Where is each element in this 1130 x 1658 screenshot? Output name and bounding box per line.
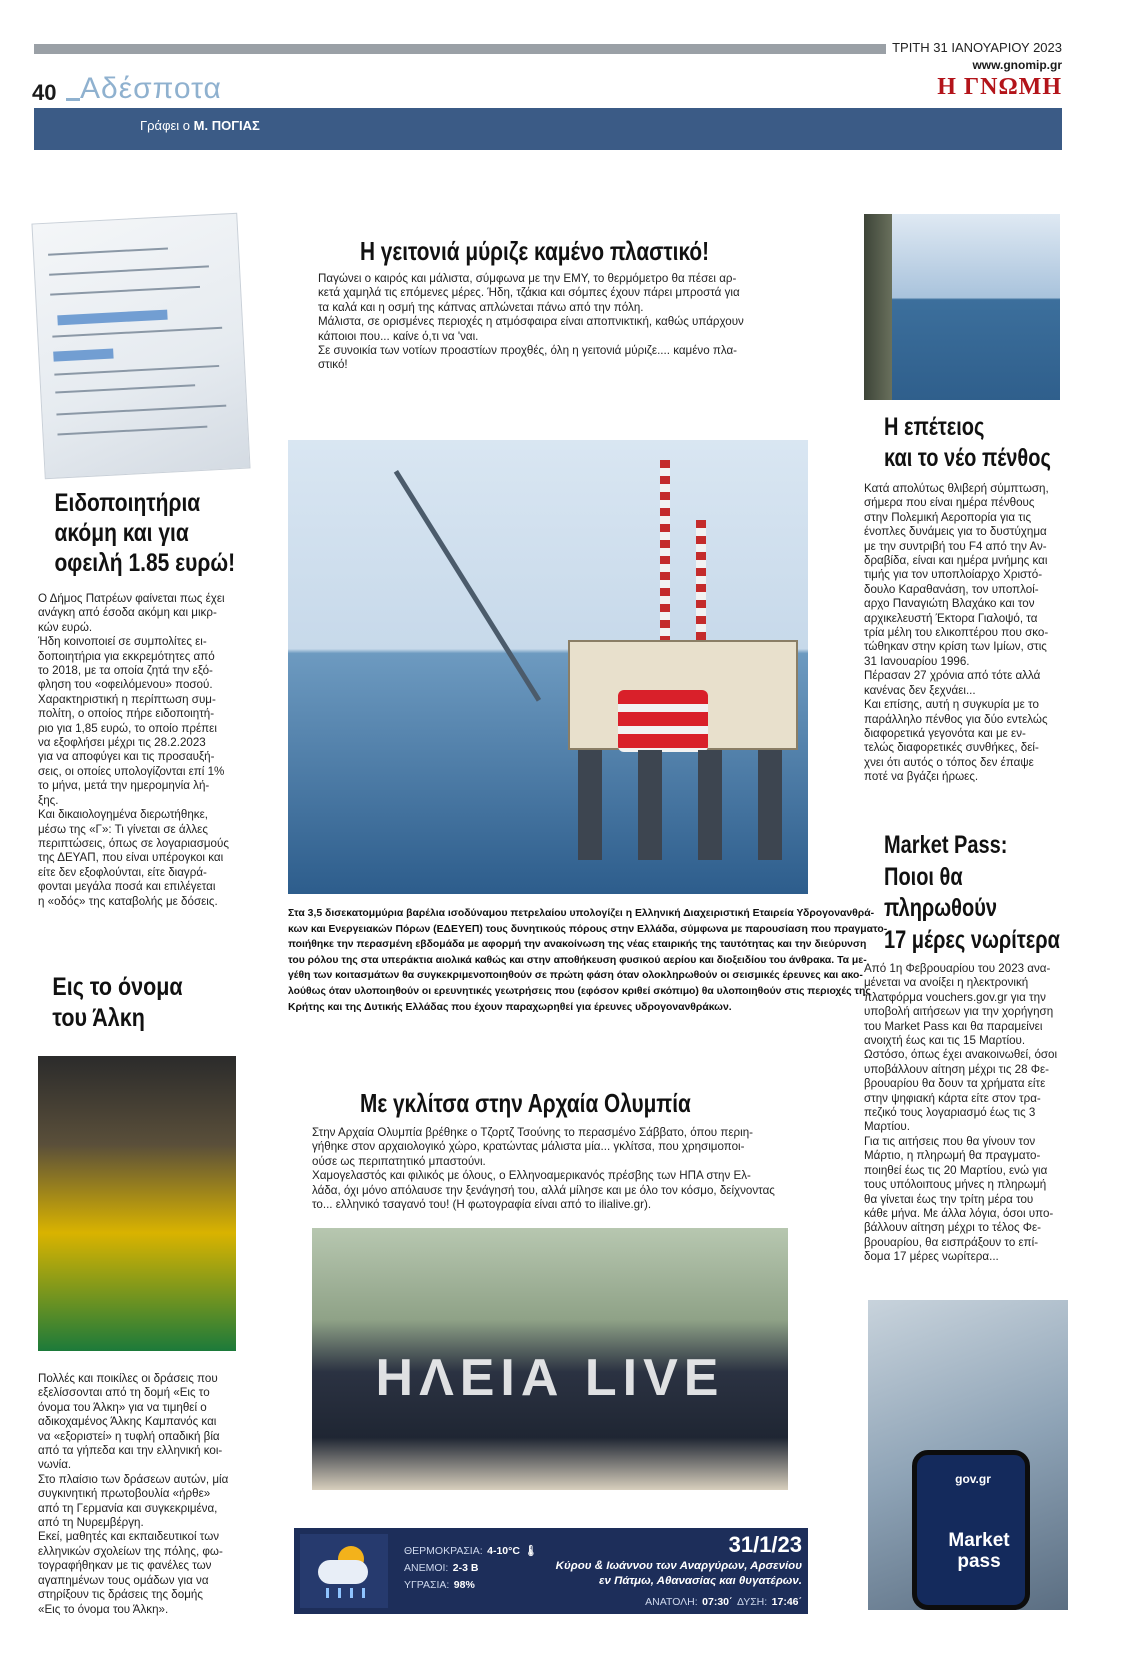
byline xyxy=(140,118,260,133)
humidity-row xyxy=(404,1575,475,1593)
olympia-body-line: γήθηκε στον αρχαιολογικό χώρο, κρατώντας μάλιστα μία... γκλίτσα, που χρησιμοποι- xyxy=(312,1140,745,1154)
anniversary-title-line: και το νέο πένθος xyxy=(884,444,1051,472)
market-pass-title-line: 17 μέρες νωρίτερα xyxy=(884,925,1060,954)
alkis-body-line: από τη Νυρεμβέργη. xyxy=(38,1516,144,1530)
notices-body-line: σεις, οι οποίες υπολογίζονται επί 1% xyxy=(38,764,225,778)
market-pass-body-line: Μάρτιο, η πληρωμή θα πραγματο- xyxy=(864,1149,1041,1163)
alkis-body-line: εξελίσσονται από τη δομή «Εις το xyxy=(38,1386,210,1400)
alkis-body-line: αδικοχαμένος Άλκης Καμπανός και xyxy=(38,1415,217,1429)
plastic-body-line: τα καλά και η οσμή της κάπνας απλώνεται πάνω από την πόλη. xyxy=(318,300,644,314)
anniversary-body-line: με την συντριβή του F4 από την Αν- xyxy=(864,539,1047,553)
section-title: Αδέσποτα xyxy=(80,72,222,105)
issue-date: ΤΡΙΤΗ 31 ΙΑΝΟΥΑΡΙΟΥ 2023 xyxy=(892,40,1062,55)
anniversary-body-line: Και επίσης, αυτή η συγκυρία με το xyxy=(864,698,1039,712)
anniversary-body-line: σήμερα που είναι ημέρα πένθους xyxy=(864,496,1035,510)
anniversary-body xyxy=(864,482,1064,785)
anniversary-body-line: 31 Ιανουαρίου 1996. xyxy=(864,654,970,668)
notices-body-line: το μήνα, μετά την ημερομηνία λή- xyxy=(38,779,210,793)
rig-caption-line: γέθη των κοιτασμάτων θα συγκεκριμενοποιηθούν σε πρώτη φάση όταν ολοκληρωθούν οι σεισμικές έρευνες και ακο- xyxy=(288,970,863,982)
alkis-body-line: Στο πλαίσιο των δράσεων αυτών, μία xyxy=(38,1472,229,1486)
market-pass-title-line: πληρωθούν xyxy=(884,894,997,922)
alkis-body xyxy=(38,1372,240,1617)
header-rule xyxy=(34,44,886,54)
market-pass-title xyxy=(864,830,1064,956)
sunrise-label: ΑΝΑΤΟΛΗ: xyxy=(645,1596,698,1608)
alkis-body-line: ελληνικών σχολείων της πόλης, φω- xyxy=(38,1544,223,1558)
plastic-body xyxy=(318,272,798,373)
notices-body-line: φληση του «οφειλόμενου» ποσού. xyxy=(38,678,213,692)
saints-line: Κύρου & Ιωάννου των Αναργύρων, Αρσενίου xyxy=(555,1560,802,1572)
alkis-body-line: τογραφήθηκαν με τις φανέλες των xyxy=(38,1559,212,1573)
notices-body-line: η «οδός» της καταβολής με δόσεις. xyxy=(38,894,218,908)
plastic-title xyxy=(318,236,738,266)
notices-body-line: πολίτη, ο οποίος πήρε ειδοποιητή- xyxy=(38,707,215,721)
market-pass-body-line: Για τις αιτήσεις που θα γίνουν τον xyxy=(864,1134,1036,1148)
market-pass-body-line: Ωστόσο, όπως έχει ανακοινωθεί, όσοι xyxy=(864,1048,1058,1062)
notices-body-line: το 2018, με τα οποία ζητά την εξό- xyxy=(38,664,213,678)
olympia-body-line: Χαμογελαστός και φιλικός με όλους, ο Ελληνοαμερικανός πρέσβης των ΗΠΑ στην Ελ- xyxy=(312,1169,751,1183)
olympia-body-line: Στην Αρχαία Ολυμπία βρέθηκε ο Τζορτζ Τσούνης το περασμένο Σάββατο, όπου περιη- xyxy=(312,1126,754,1139)
notices-body-line: μέσω της «Γ»: Τι γίνεται σε άλλες xyxy=(38,822,208,836)
sunrise-value: 07:30΄ xyxy=(702,1596,733,1608)
alkis-title-line: του Άλκη xyxy=(52,1004,145,1032)
students-jerseys-photo xyxy=(38,1056,236,1351)
ambassador-olympia-photo xyxy=(312,1228,788,1490)
notices-body-line: Ο Δήμος Πατρέων φαίνεται πως έχει xyxy=(38,592,225,605)
market-pass-body-line: μένεται να ανοίξει η ηλεκτρονική xyxy=(864,976,1029,990)
wind-row xyxy=(404,1558,478,1576)
temperature-row xyxy=(404,1541,538,1559)
anniversary-body-line: χνει ότι αυτός ο τόπος δεν έπαψε xyxy=(864,755,1034,769)
notices-title xyxy=(38,488,244,578)
anniversary-title-line: Η επέτειος xyxy=(884,413,985,441)
anniversary-body-line: δραβίδα, είναι και ημέρα μνήμης και xyxy=(864,554,1048,568)
market-pass-body-line: πεζικό τους λογαριασμό έως τις 3 xyxy=(864,1106,1036,1120)
notices-body-line: Και δικαιολογημένα διερωτήθηκε, xyxy=(38,808,208,822)
market-pass-title-line: Ποιοι θα xyxy=(884,862,963,891)
market-pass-body-line: δομα 17 μέρες νωρίτερα... xyxy=(864,1250,999,1264)
alkis-body-line: στηρίξουν τις δράσεις της δομής xyxy=(38,1588,203,1602)
alkis-body-line: συγκινητική πρωτοβουλία «ήρθε» xyxy=(38,1487,211,1501)
notices-body-line: περιπτώσεις, όπως σε λογαριασμούς xyxy=(38,836,229,850)
market-pass-body xyxy=(864,962,1064,1265)
anniversary-body-line: ένοπλες δυνάμεις για το δυστύχημα xyxy=(864,525,1047,539)
humidity-label: ΥΓΡΑΣΙΑ: xyxy=(404,1579,450,1591)
market-pass-body-line: βρουαρίου, θα εισπράξουν το επί- xyxy=(864,1235,1039,1249)
rig-caption-line: ποιήθηκε την περασμένη εβδομάδα με αφορμή την ανακοίνωση της νέας εταιρικής της ταυτότητας και την διεύρυνση xyxy=(288,939,867,951)
alkis-body-line: Πολλές και ποικίλες οι δράσεις που xyxy=(38,1372,218,1385)
market-pass-body-line: υποβάλλουν αίτηση μέχρι τις 28 Φε- xyxy=(864,1062,1050,1076)
notice-document-photo xyxy=(31,213,250,479)
rig-caption xyxy=(288,906,888,1015)
anniversary-body-line: διαφορετικά γεγονότα και με εν- xyxy=(864,726,1026,740)
byline-author: Μ. ΠΟΓΙΑΣ xyxy=(193,118,260,133)
anniversary-body-line: δουλο Καραθανάση, τον υποπλοί- xyxy=(864,582,1039,596)
notices-title-line: ακόμη και για xyxy=(54,519,189,547)
alkis-body-line: «Εις το όνομα του Άλκη». xyxy=(38,1602,169,1616)
anniversary-body-line: στην Πολεμική Αεροπορία για τις xyxy=(864,510,1032,524)
olympia-title-text: Με γκλίτσα στην Αρχαία Ολυμπία xyxy=(360,1088,691,1118)
wind-label: ΑΝΕΜΟΙ: xyxy=(404,1562,449,1574)
plastic-body-line: κετά χαμηλά τις επόμενες μέρες. Ήδη, τζάκια και σόμπες έχουν πάρει μπροστά για xyxy=(318,286,740,300)
rig-caption-line: Στα 3,5 δισεκατομμύρια βαρέλια ισοδύναμου πετρελαίου υπολογίζει η Ελληνική Διαχειριστική Εταιρεία Υδρογονανθρά- xyxy=(288,908,875,919)
notices-body-line: δοποιητήρια για εκκρεμότητες από xyxy=(38,649,215,663)
notices-body-line: της ΔΕΥΑΠ, που είναι υπέρογκοι και xyxy=(38,851,224,865)
notices-body-line: Ήδη κοινοποιεί σε συμπολίτες ει- xyxy=(38,635,207,649)
notices-body-line: κών ευρώ. xyxy=(38,620,93,634)
temperature-label: ΘΕΡΜΟΚΡΑΣΙΑ: xyxy=(404,1545,483,1557)
plastic-title-text: Η γειτονιά μύριζε καμένο πλαστικό! xyxy=(360,236,709,266)
market-pass-body-line: υποβολή αιτήσεων για την χορήγηση xyxy=(864,1005,1054,1019)
anniversary-body-line: κανένας δεν ξεχνάει... xyxy=(864,683,976,697)
notices-body-line: ριο για 1,85 ευρώ, το οποίο πρέπει xyxy=(38,721,217,735)
market-pass-body-line: στην ψηφιακή κάρτα είτε στον τρα- xyxy=(864,1091,1041,1105)
notices-title-line: οφειλή 1.85 ευρώ! xyxy=(54,549,236,577)
market-pass-body-line: τους υπόλοιπους μήνες η πληρωμή xyxy=(864,1178,1047,1192)
olympia-body xyxy=(312,1126,804,1212)
saints-line: εν Πάτμω, Αθανασίας και θυγατέρων. xyxy=(598,1575,802,1587)
gov-logo: gov.gr xyxy=(955,1472,991,1486)
anniversary-body-line: τιμής για τον υποπλοίαρχο Χριστό- xyxy=(864,568,1043,582)
anniversary-title xyxy=(864,412,1064,474)
notices-body-line: για να αποφύγει και τις προσαυξή- xyxy=(38,750,215,764)
notices-body-line: Χαρακτηριστική η περίπτωση συμ- xyxy=(38,692,216,706)
market-pass-body-line: βάλλουν αίτηση μέχρι το τέλος Φε- xyxy=(864,1221,1042,1235)
site-url[interactable]: www.gnomip.gr xyxy=(972,58,1062,72)
weather-date: 31/1/23 xyxy=(728,1532,802,1557)
plastic-body-line: κάποιοι που... καίνε ό,τι να 'ναι. xyxy=(318,329,479,343)
market-pass-title-line: Market Pass: xyxy=(884,831,1008,859)
notices-title-line: Ειδοποιητήρια xyxy=(54,489,201,517)
market-pass-body-line: του Market Pass και θα παραμείνει xyxy=(864,1019,1043,1033)
market-pass-body-line: ανοιχτή έως και τις 15 Μαρτίου. xyxy=(864,1034,1026,1048)
market-pass-body-line: πλατφόρμα vouchers.gov.gr για την xyxy=(864,990,1046,1004)
olympia-body-line: το... ελληνικό τσαγανό του! (Η φωτογραφία είναι από το ilialive.gr). xyxy=(312,1198,652,1212)
alkis-body-line: από τα γήπεδα και την ελληνική κοι- xyxy=(38,1444,223,1458)
anniversary-body-line: ποτέ να βγάζει ήρωες. xyxy=(864,770,979,784)
notices-body-line: ξης. xyxy=(38,793,59,807)
plastic-body-line: στικό! xyxy=(318,358,348,372)
byline-prefix: Γράφει ο xyxy=(140,118,191,133)
section-dash xyxy=(66,98,80,101)
anniversary-body-line: αρχικελευστή Έκτορα Γιαλοψό, τα xyxy=(864,611,1038,625)
market-pass-body-line: θα γίνεται έως την τρίτη μέρα του xyxy=(864,1192,1034,1206)
anniversary-body-line: αρχο Παναγιώτη Βλαχάκο και τον xyxy=(864,597,1035,611)
rig-caption-line: Κρήτης και της Δυτικής Ελλάδας που έχουν παραχωρηθεί για έρευνες υδρογονανθράκων. xyxy=(288,1001,732,1013)
saints-of-day xyxy=(540,1559,802,1589)
market-pass-ad[interactable] xyxy=(868,1300,1068,1610)
plastic-body-line: Μάλιστα, σε ορισμένες περιοχές η ατμόσφαιρα είναι αποπνικτική, καθώς υπάρχουν xyxy=(318,315,744,329)
photo-watermark: ΗΛΕΙΑ LIVE xyxy=(375,1349,725,1407)
anniversary-body-line: τώθηκαν στην κρίση των Ιμίων, στις xyxy=(864,640,1047,654)
alkis-body-line: νωνία. xyxy=(38,1458,72,1472)
plastic-body-line: Σε συνοικία των νοτίων προαστίων προχθές, όλη η γειτονιά μύριζε.... καμένο πλα- xyxy=(318,344,738,358)
market-pass-body-line: ποιηθεί έως τις 20 Μαρτίου, ενώ για xyxy=(864,1163,1048,1177)
olympia-body-line: λάδα, όχι μόνο απόλαυσε την ξενάγησή του, αλλά μίλησε και με όλο τον κόσμο, δείχνοντας xyxy=(312,1183,775,1197)
notices-body-line: ανάγκη από έσοδα ακόμη και μικρ- xyxy=(38,606,217,620)
rain-cloud-icon xyxy=(300,1534,388,1608)
anniversary-body-line: τελώς διαφορετικές συνθήκες, δεί- xyxy=(864,741,1039,755)
alkis-title-line: Εις το όνομα xyxy=(52,973,183,1001)
market-pass-body-line: βρουαρίου θα δουν τα χρήματα είτε xyxy=(864,1077,1046,1091)
aegean-sea-photo xyxy=(864,214,1060,400)
rig-caption-line: λούθως όταν υλοποιηθούν οι ερευνητικές γεωτρήσεις που (εφόσον κριθεί σκόπιμο) θα υλοποιηθούν στις περιοχές της xyxy=(288,985,871,997)
offshore-rig-photo xyxy=(288,440,808,894)
anniversary-body-line: Πέρασαν 27 χρόνια από τότε αλλά xyxy=(864,669,1041,683)
rig-caption-line: του ρόλου της στα υπεράκτια αιολικά καθώς και στην αποθήκευση φυσικού αερίου και διοξειδίου του άνθρακα. Τα με- xyxy=(288,954,867,966)
alkis-title xyxy=(38,972,244,1034)
sunset-label: ΔΥΣΗ: xyxy=(736,1596,768,1608)
notices-body-line: είτε δεν εξοφλούνται, είτε διαγρά- xyxy=(38,865,207,879)
temperature-value: 4-10°C xyxy=(487,1545,520,1557)
sunset-value: 17:46΄ xyxy=(771,1596,802,1608)
notices-body xyxy=(38,592,240,909)
olympia-body-line: ούσε ως περιπατητικό μπαστούνι. xyxy=(312,1154,486,1168)
market-pass-body-line: Από 1η Φεβρουαρίου του 2023 ανα- xyxy=(864,962,1051,975)
alkis-body-line: όνομα του Άλκη» για να τιμηθεί ο xyxy=(38,1400,207,1414)
market-pass-body-line: Μαρτίου. xyxy=(864,1120,910,1134)
alkis-body-line: από τη Γερμανία και συγκεκριμένα, xyxy=(38,1501,218,1515)
anniversary-body-line: παράλληλο πένθος για δύο εντελώς xyxy=(864,712,1048,726)
alkis-body-line: αγαπημένων τους ομάδων για να xyxy=(38,1573,209,1587)
plastic-body-line: Παγώνει ο καιρός και μάλιστα, σύμφωνα με την ΕΜΥ, το θερμόμετρο θα πέσει αρ- xyxy=(318,272,737,285)
ad-slogan: Market pass xyxy=(948,1530,1010,1572)
rig-caption-line: κων και Ενεργειακών Πόρων (ΕΔΕΥΕΠ) τους δυνητικούς πόρους στην Ελλάδα, σύμφωνα με παρουσίαση που πραγματο- xyxy=(288,923,888,935)
notices-body-line: φονται μεγάλα ποσά και επιλέγεται xyxy=(38,880,216,894)
notices-body-line: να εξοφλήσει μέχρι τις 28.2.2023 xyxy=(38,736,206,750)
wind-value: 2-3 Β xyxy=(452,1562,479,1574)
anniversary-body-line: Κατά απολύτως θλιβερή σύμπτωση, xyxy=(864,482,1049,495)
alkis-body-line: Εκεί, μαθητές και εκπαιδευτικοί των xyxy=(38,1530,220,1544)
newspaper-logo: Η ΓΝΩΜΗ xyxy=(937,74,1062,100)
olympia-title xyxy=(312,1088,792,1118)
anniversary-body-line: τρία μέλη του ελικοπτέρου που σκο- xyxy=(864,626,1049,640)
page-number: 40 xyxy=(32,80,57,105)
market-pass-body-line: κάθε μήνα. Με άλλα λόγια, όσοι υπο- xyxy=(864,1206,1054,1220)
sun-times xyxy=(560,1592,802,1610)
thermometer-icon: 🌡 xyxy=(524,1545,538,1557)
humidity-value: 98% xyxy=(453,1579,475,1591)
alkis-body-line: να «εξοριστεί» η τυφλή οπαδική βία xyxy=(38,1429,220,1443)
